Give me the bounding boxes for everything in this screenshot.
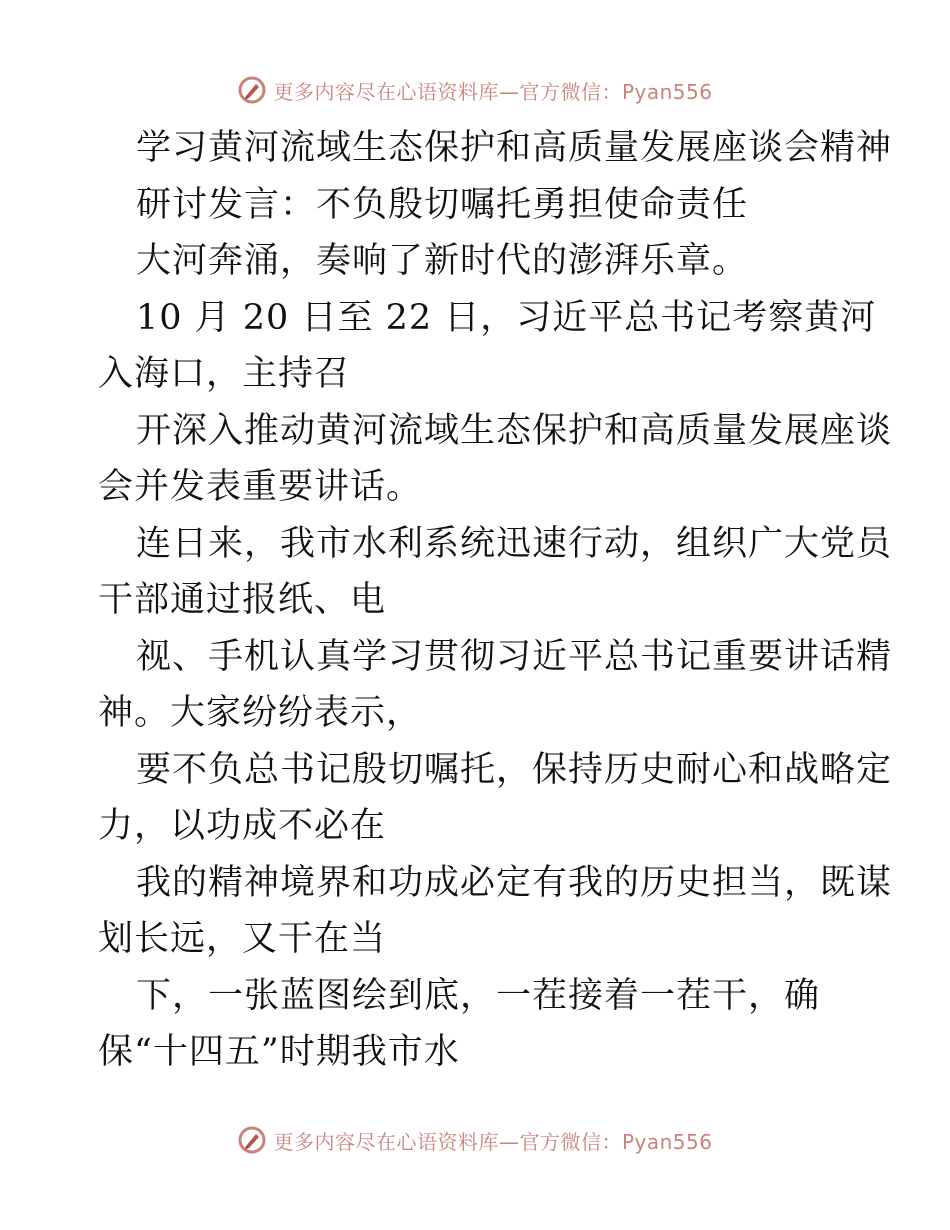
document-body bbox=[0, 120, 950, 1081]
pen-circle-logo-icon bbox=[237, 75, 267, 105]
doc-line: 下，一张蓝图绘到底，一茬接着一茬干，确 bbox=[136, 975, 821, 1016]
doc-line: 神。大家纷纷表示， bbox=[98, 693, 423, 733]
header-watermark-text: 更多内容尽在心语资料库—官方微信：Pyan556 bbox=[273, 79, 713, 104]
doc-line: 要不负总书记殷切嘱托，保持历史耐心和战略定 bbox=[136, 749, 893, 790]
doc-line: 大河奔涌，奏响了新时代的澎湃乐章。 bbox=[136, 241, 749, 281]
header-watermark bbox=[0, 70, 950, 110]
doc-line: 干部通过报纸、电 bbox=[98, 580, 387, 620]
footer-watermark bbox=[0, 1120, 950, 1160]
doc-line: 划长远，又干在当 bbox=[98, 919, 387, 959]
doc-line: 入海口，主持召 bbox=[98, 354, 351, 394]
doc-line: 力，以功成不必在 bbox=[98, 806, 387, 846]
doc-line: 视、手机认真学习贯彻习近平总书记重要讲话精 bbox=[136, 636, 893, 677]
doc-line: 我的精神境界和功成必定有我的历史担当，既谋 bbox=[136, 862, 893, 903]
doc-line: 开深入推动黄河流域生态保护和高质量发展座谈 bbox=[136, 410, 893, 451]
doc-line: 保“十四五”时期我市水 bbox=[98, 1032, 460, 1072]
pen-circle-logo-icon bbox=[237, 1125, 267, 1155]
doc-line: 会并发表重要讲话。 bbox=[98, 467, 423, 507]
doc-line: 10 月 20 日至 22 日，习近平总书记考察黄河 bbox=[136, 297, 877, 338]
doc-line: 连日来，我市水利系统迅速行动，组织广大党员 bbox=[136, 523, 893, 564]
doc-line-title: 学习黄河流域生态保护和高质量发展座谈会精神 bbox=[136, 128, 893, 168]
footer-watermark-text: 更多内容尽在心语资料库—官方微信：Pyan556 bbox=[273, 1129, 713, 1154]
doc-line-subtitle: 研讨发言：不负殷切嘱托勇担使命责任 bbox=[136, 184, 749, 225]
